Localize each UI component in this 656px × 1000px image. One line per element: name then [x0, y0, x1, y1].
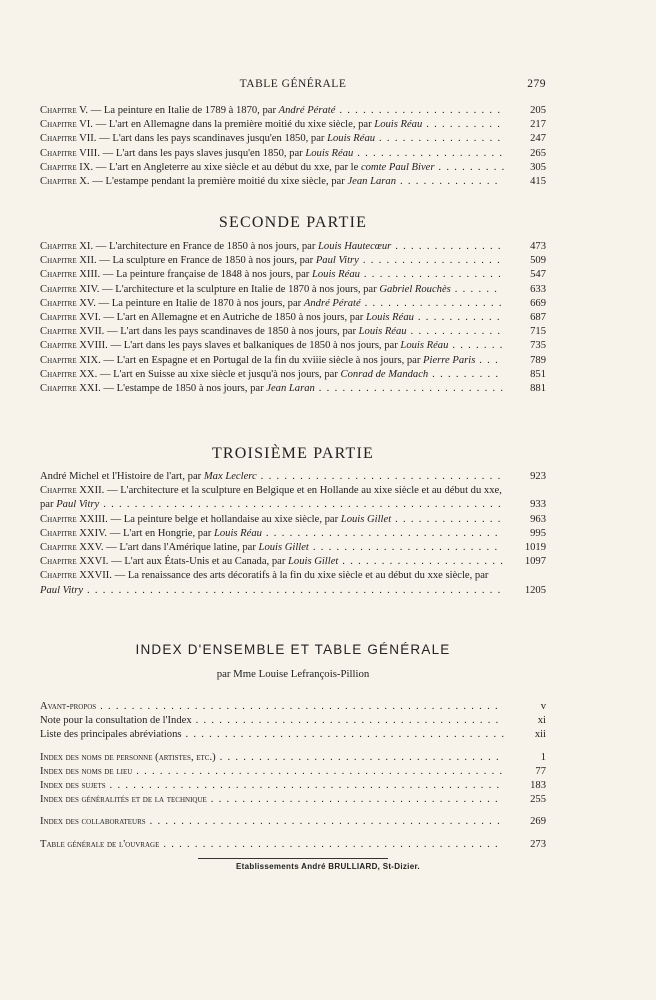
- page-number: 279: [527, 78, 546, 90]
- chapter-label: Chapitre: [40, 119, 77, 131]
- leader-dots: . . . . . . . . . . . . . . . . . . . . . . . . . . . . . . . . . . . . . . .: [191, 715, 500, 727]
- chapter-number: VII.: [79, 133, 97, 145]
- page-ref: 963: [530, 513, 546, 525]
- leader-dots: . . . . . .: [450, 283, 499, 295]
- index-entry-label: Liste des principales abréviations: [40, 729, 182, 741]
- page-ref: 415: [530, 176, 546, 188]
- toc-entry: [40, 470, 546, 484]
- leader-dots: . . . . . . . . . . . . . . . . . . . . . . . . . . . . . . . . . . . . . . . . . . . . .: [145, 816, 502, 828]
- toc-entry: [40, 484, 546, 512]
- chapter-title: — L'art dans les pays scandinaves de 1850 à nos jours, par: [104, 326, 359, 338]
- toc-entry: [40, 311, 546, 325]
- chapter-author: Louis Réau: [374, 119, 423, 131]
- chapter-number: XX.: [79, 368, 98, 380]
- chapter-title: — L'art aux États-Unis et au Canada, par: [108, 556, 289, 568]
- chapter-title: — L'architecture et la sculpture en Belgique et en Hollande au xixe siècle et au début du xxe, par: [40, 485, 502, 511]
- chapter-title: — La sculpture en France de 1850 à nos jours, par: [96, 255, 316, 267]
- page-ref: 633: [530, 283, 546, 295]
- chapter-author: Louis Gillet: [258, 542, 309, 554]
- chapter-author: Jean Laran: [266, 383, 315, 395]
- chapter-title: — La peinture en Italie de 1870 à nos jours, par: [95, 297, 304, 309]
- chapter-label: Chapitre: [40, 105, 77, 116]
- leader-dots: . . . . . . . . . . . . . . . . . . . . . . . . . . . . . .: [261, 527, 499, 539]
- chapter-author: Louis Réau: [365, 312, 414, 324]
- chapter-title: — L'art en Suisse au xixe siècle et jusqu'à nos jours, par: [97, 368, 341, 380]
- leader-dots: . . . . . . . . .: [434, 161, 506, 173]
- chapter-author: Gabriel Rouchès: [379, 283, 451, 295]
- page-ref: 715: [530, 326, 546, 338]
- chapter-number: XII.: [79, 255, 97, 267]
- page-ref: 789: [530, 354, 546, 366]
- chapter-author: Louis Hautecœur: [318, 241, 392, 252]
- toc-entry: [40, 132, 546, 146]
- index-entry: [40, 728, 546, 742]
- chapter-number: XXVI.: [79, 556, 109, 568]
- chapter-number: XIII.: [79, 269, 101, 281]
- page-ref: v: [540, 701, 546, 712]
- chapter-number: XXIII.: [79, 513, 108, 525]
- leader-dots: . . . . . . . . . .: [422, 119, 502, 131]
- toc-entry: [40, 104, 546, 118]
- leader-dots: . . . . . . . . . . . . . . . . . . . . . . . . . . . . . . . . . . . . .: [206, 794, 499, 806]
- chapter-number: XIX.: [79, 354, 101, 366]
- toc-entry: [40, 382, 546, 396]
- index-entry: [40, 838, 546, 852]
- leader-dots: . . . . . . . . . . . . .: [396, 176, 499, 188]
- chapter-label: Chapitre: [40, 513, 77, 525]
- chapter-number: X.: [79, 176, 90, 188]
- leader-dots: . . . . . . . . . . . . . . . . . . . . . . . . . . . . . . .: [256, 471, 502, 482]
- chapter-label: Chapitre: [40, 297, 77, 309]
- leader-dots: . . . . . . . . . . . . . . . . . .: [358, 255, 502, 267]
- page-ref: 183: [530, 780, 546, 792]
- chapter-author: Louis Réau: [305, 147, 354, 159]
- leader-dots: . . . . . . . . . . . . . . . . . . . . . . . . . . . . . . . . . . . . . . . . . . . . . . .: [132, 765, 504, 777]
- index-entry-label: Avant-propos: [40, 701, 97, 712]
- toc-entry: [40, 527, 546, 541]
- chapter-label: Chapitre: [40, 147, 77, 159]
- page-ref: 995: [530, 527, 546, 539]
- index-entry-label: Index des sujets: [40, 780, 106, 792]
- chapter-title: — La peinture française de 1848 à nos jours, par: [100, 269, 312, 281]
- page-ref: 669: [530, 297, 546, 309]
- chapter-label: Chapitre: [40, 312, 77, 324]
- toc-section-3: [40, 470, 546, 598]
- index-entry: [40, 714, 546, 728]
- page-ref: xii: [534, 729, 546, 741]
- page-ref: 473: [530, 241, 546, 252]
- running-header: [40, 78, 546, 90]
- page-ref: 1205: [524, 584, 546, 596]
- chapter-title: — L'architecture et la sculpture en Italie de 1870 à nos jours, par: [99, 283, 380, 295]
- chapter-number: IX.: [79, 161, 94, 173]
- chapter-author: André Pératé: [278, 105, 336, 116]
- page-ref: 547: [530, 269, 546, 281]
- leader-dots: . . . . . . . . . . . . . . . . . . . . . . . .: [314, 383, 505, 395]
- leader-dots: . . . . . . . . . . . . . . . .: [375, 133, 502, 145]
- chapter-label: Chapitre: [40, 283, 77, 295]
- toc-entry: [40, 339, 546, 353]
- toc-section-index: [40, 700, 546, 852]
- chapter-title: — L'estampe de 1850 à nos jours, par: [100, 383, 267, 395]
- toc-entry: [40, 555, 546, 569]
- leader-dots: . . . . . . . . . . . . . .: [391, 241, 502, 252]
- chapter-title: — L'art en Allemagne dans la première moitié du xixe siècle, par: [92, 119, 375, 131]
- chapter-author: Louis Réau: [400, 340, 449, 352]
- chapter-label: Chapitre: [40, 527, 77, 539]
- chapter-author: comte Paul Biver: [360, 161, 435, 173]
- index-entry: [40, 793, 546, 807]
- chapter-title: — L'art en Allemagne et en Autriche de 1850 à nos jours, par: [100, 312, 366, 324]
- toc-entry: [40, 175, 546, 189]
- chapter-number: XIV.: [79, 283, 100, 295]
- page-ref: 687: [530, 312, 546, 324]
- toc-entry: [40, 569, 546, 597]
- toc-entry: [40, 240, 546, 254]
- leader-dots: . . . . . . . . .: [428, 368, 500, 380]
- chapter-title: — La peinture belge et hollandaise au xixe siècle, par: [107, 513, 341, 525]
- index-entry: [40, 751, 546, 765]
- leader-dots: . . . . . . . . . . . . . . . . . . . . . . . . . . . . . . . . . . . . . . . . .: [181, 729, 506, 741]
- chapter-author: André Pératé: [303, 297, 361, 309]
- page-ref: 305: [530, 161, 546, 173]
- leader-dots: . . . . . . . . . . . . . . . . . . . . . . . . . . . . . . . . . . . .: [215, 751, 500, 763]
- leader-dots: . . . . . . . . . . . . . . . . . . . . .: [335, 105, 502, 116]
- chapter-number: VIII.: [79, 147, 100, 159]
- toc-entry: [40, 254, 546, 268]
- toc-entry: [40, 513, 546, 527]
- leader-dots: . . . . . . . . . . . . . . . . . . .: [353, 147, 504, 159]
- toc-entry: [40, 368, 546, 382]
- chapter-number: V.: [79, 105, 89, 116]
- footer-rule: [198, 858, 388, 859]
- index-entry-label: Index des noms de personne (artistes, etc.): [40, 751, 216, 763]
- chapter-author: Paul Vitry: [40, 584, 84, 596]
- chapter-label: Chapitre: [40, 269, 77, 281]
- chapter-number: XVI.: [79, 312, 101, 324]
- page-ref: 273: [530, 838, 546, 850]
- chapter-title: André Michel et l'Histoire de l'art, par: [40, 471, 204, 482]
- chapter-number: XXVII.: [79, 570, 112, 582]
- chapter-author: Louis Réau: [213, 527, 262, 539]
- toc-section-2: [40, 240, 546, 396]
- leader-dots: . . . . . . . . . . . . . . . . . . . . . . . . . . . . . . . . . . . . . . . . . . . . . . . . . .: [105, 780, 501, 792]
- chapter-number: XXIV.: [79, 527, 108, 539]
- chapter-number: XV.: [79, 297, 96, 309]
- toc-entry: [40, 147, 546, 161]
- page-ref: 265: [530, 147, 546, 159]
- chapter-number: XXI.: [79, 383, 101, 395]
- chapter-title: — La peinture en Italie de 1789 à 1870, par: [88, 105, 279, 116]
- chapter-number: XI.: [79, 241, 94, 252]
- chapter-author: Conrad de Mandach: [340, 368, 429, 380]
- index-entry-label: Table générale de l'ouvrage: [40, 838, 160, 850]
- index-entry-label: Index des noms de lieu: [40, 765, 133, 777]
- index-entry: [40, 815, 546, 829]
- page-ref: 851: [530, 368, 546, 380]
- chapter-number: XVIII.: [79, 340, 108, 352]
- chapter-title: — L'art en Angleterre au xixe siècle et au début du xxe, par le: [93, 161, 361, 173]
- chapter-title: — L'art en Espagne et en Portugal de la fin du xviiie siècle à nos jours, par: [100, 354, 424, 366]
- toc-entry: [40, 268, 546, 282]
- chapter-author: Louis Gillet: [288, 556, 339, 568]
- chapter-title: — La renaissance des arts décoratifs à la fin du xixe siècle et au début du xxe siècle, par: [111, 570, 489, 582]
- leader-dots: . . . . . . . . . . . . . . . . . . . . . . . .: [308, 542, 499, 554]
- chapter-label: Chapitre: [40, 326, 77, 338]
- chapter-title: — L'art dans les pays slaves et balkaniques de 1850 à nos jours, par: [107, 340, 401, 352]
- chapter-number: VI.: [79, 119, 93, 131]
- toc-entry: [40, 297, 546, 311]
- toc-entry: [40, 541, 546, 555]
- toc-entry: [40, 161, 546, 175]
- toc-entry: [40, 118, 546, 132]
- chapter-label: Chapitre: [40, 570, 77, 582]
- chapter-author: Pierre Paris: [423, 354, 476, 366]
- page-ref: 509: [530, 255, 546, 267]
- page-ref: 735: [530, 340, 546, 352]
- chapter-title: — L'estampe pendant la première moitié du xixe siècle, par: [89, 176, 348, 188]
- chapter-label: Chapitre: [40, 241, 77, 252]
- leader-dots: . . . . . . . . . . . .: [406, 326, 502, 338]
- part-title-troisieme: TROISIÈME PARTIE: [211, 445, 375, 462]
- index-title: INDEX D'ENSEMBLE ET TABLE GÉNÉRALE: [135, 642, 451, 657]
- leader-dots: . . . . . . . . . . . . . . . . . . . . . . . . . . . . . . . . . . . . . . . . . . . . . . . . . . .: [96, 701, 499, 712]
- toc-entry: [40, 325, 546, 339]
- page-ref: 1: [540, 751, 546, 763]
- page-ref: 1019: [524, 542, 546, 554]
- chapter-author: Louis Réau: [311, 269, 360, 281]
- page-ref: 255: [530, 794, 546, 806]
- chapter-author: Jean Laran: [347, 176, 396, 188]
- chapter-author: Paul Vitry: [315, 255, 359, 267]
- chapter-label: Chapitre: [40, 161, 77, 173]
- page-ref: 205: [530, 105, 546, 116]
- chapter-number: XXV.: [79, 542, 104, 554]
- page-ref: 269: [530, 816, 546, 828]
- chapter-label: Chapitre: [40, 255, 77, 267]
- index-entry-label: Index des généralités et de la technique: [40, 794, 207, 806]
- leader-dots: . . . . . . . . . . . . . . . . . . . . . . . . . . . . . . . . . . . . . . . . . . .: [159, 838, 499, 850]
- page-ref: 77: [535, 765, 546, 777]
- leader-dots: . . . . . . . . . . . . . . . . . . . . . . . . . . . . . . . . . . . . . . . . . . . . . . . . . . . . .: [83, 584, 502, 596]
- part-title-seconde: SECONDE PARTIE: [218, 214, 368, 231]
- page-ref: 881: [530, 383, 546, 395]
- chapter-label: Chapitre: [40, 556, 77, 568]
- leader-dots: . . .: [475, 354, 500, 366]
- chapter-title: — L'art dans les pays scandinaves jusqu'en 1850, par: [96, 133, 328, 145]
- leader-dots: . . . . . . . . . . . . . . . . . . . . . . . . . . . . . . . . . . . . . . . . . . . . . . . . . . .: [99, 499, 502, 511]
- chapter-number: XVII.: [79, 326, 105, 338]
- leader-dots: . . . . . . .: [448, 340, 504, 352]
- chapter-title: — L'architecture en France de 1850 à nos jours, par: [93, 241, 318, 252]
- leader-dots: . . . . . . . . . . . . . . . . . . . . .: [338, 556, 505, 568]
- page-ref: 923: [530, 471, 546, 482]
- toc-entry: [40, 283, 546, 297]
- chapter-label: Chapitre: [40, 542, 77, 554]
- chapter-label: Chapitre: [40, 368, 77, 380]
- leader-dots: . . . . . . . . . . . . . .: [391, 513, 502, 525]
- index-byline: par Mme Louise Lefrançois-Pillion: [216, 668, 370, 680]
- chapter-label: Chapitre: [40, 340, 77, 352]
- chapter-author: Max Leclerc: [203, 471, 257, 482]
- toc-section-1: [40, 104, 546, 189]
- chapter-title: — L'art dans les pays slaves jusqu'en 1850, par: [99, 147, 306, 159]
- chapter-author: Paul Vitry: [56, 499, 100, 511]
- header-title: TABLE GÉNÉRALE: [239, 78, 347, 90]
- page-ref: 933: [530, 499, 546, 511]
- index-entry: [40, 779, 546, 793]
- printer-footer: Etablissements André BRULLIARD, St-Dizier.: [236, 862, 420, 871]
- chapter-label: Chapitre: [40, 176, 77, 188]
- index-entry-label: Note pour la consultation de l'Index: [40, 715, 192, 727]
- chapter-label: Chapitre: [40, 133, 77, 145]
- chapter-author: Louis Réau: [327, 133, 376, 145]
- page-ref: xi: [537, 715, 546, 727]
- chapter-label: Chapitre: [40, 485, 77, 497]
- leader-dots: . . . . . . . . . . . . . . . . . .: [360, 297, 503, 309]
- page-ref: 247: [530, 133, 546, 145]
- chapter-author: Louis Gillet: [340, 513, 392, 525]
- chapter-title: — L'art en Hongrie, par: [107, 527, 214, 539]
- chapter-label: Chapitre: [40, 383, 77, 395]
- toc-entry: [40, 354, 546, 368]
- chapter-title: — L'art dans l'Amérique latine, par: [103, 542, 259, 554]
- index-entry-label: Index des collaborateurs: [40, 816, 146, 828]
- chapter-number: XXII.: [79, 485, 105, 497]
- chapter-author: Louis Réau: [358, 326, 407, 338]
- page-ref: 1097: [524, 556, 546, 568]
- leader-dots: . . . . . . . . . . . . . . . . . .: [359, 269, 503, 281]
- chapter-label: Chapitre: [40, 354, 77, 366]
- leader-dots: . . . . . . . . . . .: [413, 312, 501, 324]
- index-entry: [40, 700, 546, 714]
- page-ref: 217: [530, 119, 546, 131]
- index-entry: [40, 765, 546, 779]
